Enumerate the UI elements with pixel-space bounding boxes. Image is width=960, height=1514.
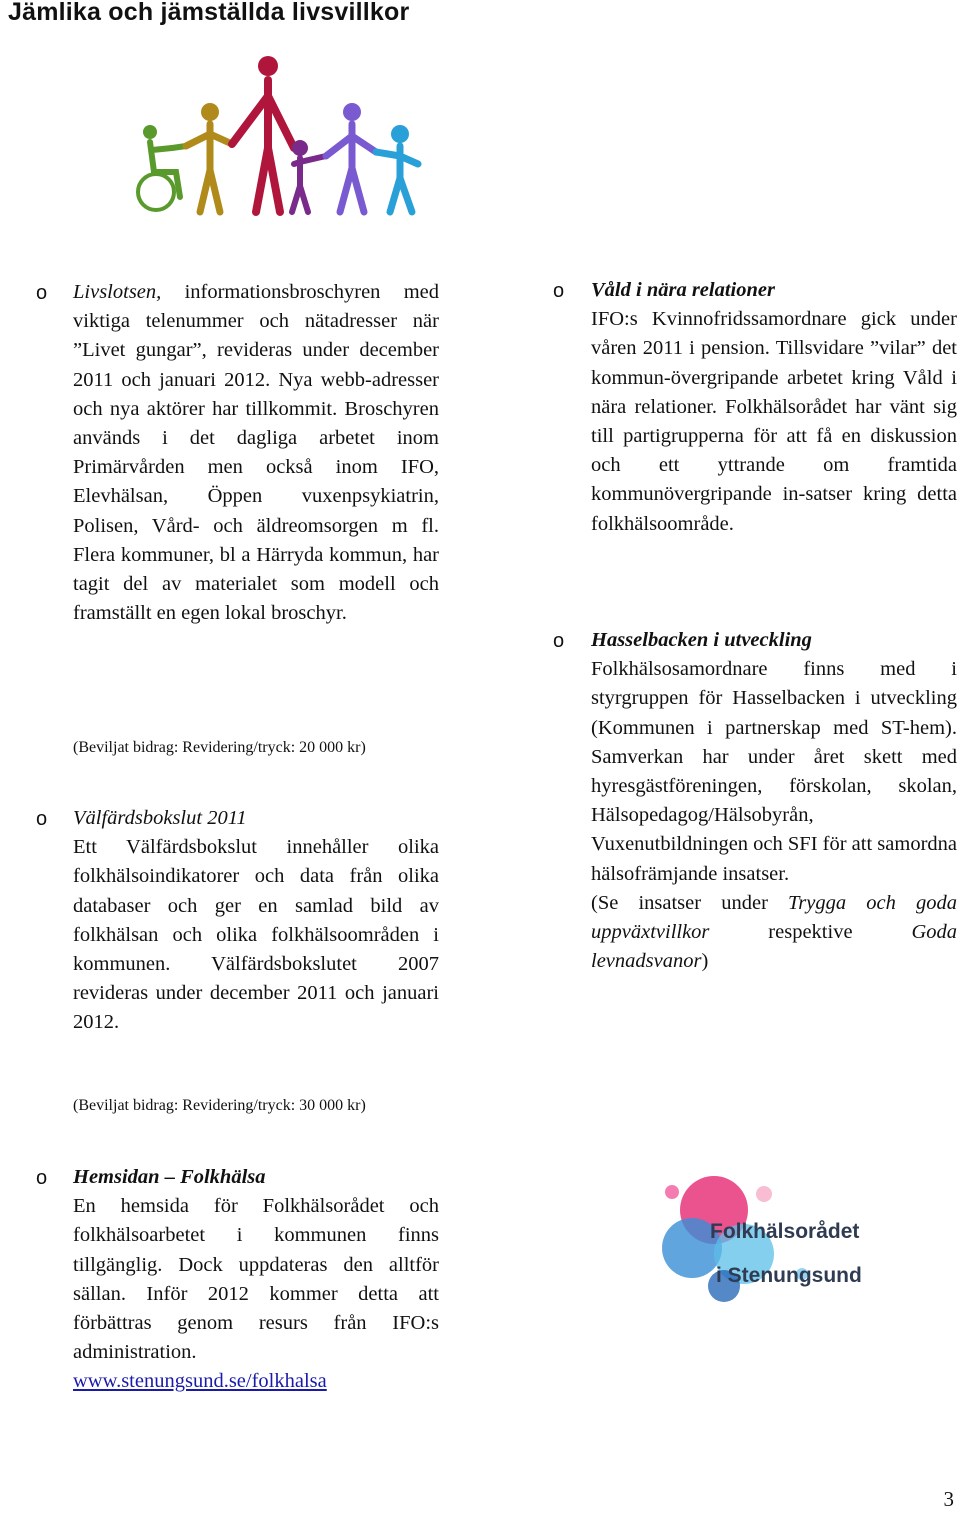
livslotsen-item — [73, 278, 439, 628]
hemsidan-heading: Hemsidan – Folkhälsa — [73, 1166, 266, 1188]
valfardsbokslut-text: Ett Välfärdsbokslut innehåller olika folkhälsoindikatorer och data från olika databaser och ger en samlad bild av folkhälsan och olika folkhälsoområden i kommunen. Välfärdsbokslutet 2007 revideras under december 2011 och januari 2012. — [73, 836, 439, 1034]
vald-text: IFO:s Kvinnofridssamordnare gick under våren 2011 i pension. Tillsvidare ”vilar” det kommun-övergripande arbetet kring Våld i nära relationer. Folkhälsorådet har vänt sig till partigrupperna för att få en diskussion och ett yttrande om framtida kommunövergripande in-satser kring detta folkhälsoområde. — [591, 308, 957, 535]
wheelchair-figure-icon — [138, 125, 186, 210]
bullet-icon: o — [36, 808, 48, 830]
bullet-icon: o — [36, 282, 48, 304]
hasselbacken-reference — [591, 889, 957, 977]
hasselbacken-heading: Hasselbacken i utveckling — [591, 629, 812, 651]
hemsidan-item — [73, 1163, 439, 1397]
reference-goda-levnadsvanor: Goda levnadsvanor — [591, 921, 957, 973]
hemsidan-text: En hemsida för Folkhälsorådet och folkhälsoarbetet i kommunen finns tillgänglig. Dock uppdateras den alltför sällan. Inför 2012 kommer detta att förbättras genom resurs från IFO:s administration. — [73, 1195, 439, 1364]
bullet-icon: o — [553, 630, 565, 652]
family-figures-illustration — [128, 52, 428, 222]
valfardsbokslut-item — [73, 804, 439, 1038]
page-number: 3 — [943, 1487, 954, 1511]
vald-heading: Våld i nära relationer — [591, 279, 775, 301]
hasselbacken-text: Folkhälsosamordnare finns med i styrgruppen för Hasselbacken i utveckling (Kommunen i partnerskap med ST-hem). Samverkan har under året skett med hyresgästföreningen, förskolan, skolan, Hälsopedagog/Hälsobyrån, Vuxenutbildningen och SFI för att samordna hälsofrämjande insatser. — [591, 658, 957, 885]
figure-blue-icon — [376, 125, 418, 212]
folkhalsoradet-logo — [652, 1168, 888, 1304]
vald-item — [591, 276, 957, 539]
livslotsen-grant: (Beviljat bidrag: Revidering/tryck: 20 000 kr) — [73, 739, 366, 756]
page-title: Jämlika och jämställda livsvillkor — [8, 0, 410, 26]
valfardsbokslut-grant: (Beviljat bidrag: Revidering/tryck: 30 000 kr) — [73, 1097, 366, 1114]
figure-mustard-icon — [186, 103, 232, 212]
reference-respektive: respektive — [709, 921, 912, 944]
reference-trygga-och-goda: Trygga och goda uppväxtvillkor — [591, 891, 957, 944]
reference-open: (Se insatser under — [591, 891, 789, 914]
bullet-icon: o — [36, 1167, 48, 1189]
folkhalsa-website-link[interactable]: www.stenungsund.se/folkhalsa — [73, 1370, 327, 1393]
figure-crimson-icon — [232, 56, 294, 212]
livslotsen-text: informationsbroschyren med viktiga telenummer och nätadresser när ”Livet gungar”, revideras under december 2011 och januari 2012. Nya webb-adresser och nya aktörer har tillkommit. Broschyren används i det dagliga arbetet inom Primärvården men också inom IFO, Elevhälsan, Öppen vuxenpsykiatrin, Polisen, Vård- och äldreomsorgen m fl. Flera kommuner, bl a Härryda kommun, har tagit del av materialet som modell och framställt en egen lokal broschyr. — [73, 281, 439, 625]
hasselbacken-item — [591, 626, 957, 976]
reference-close: ) — [701, 950, 709, 973]
bullet-icon: o — [553, 280, 565, 302]
valfardsbokslut-heading: Välfärdsbokslut 2011 — [73, 807, 247, 829]
figure-violet-icon — [326, 103, 376, 212]
livslotsen-heading: Livslotsen, — [73, 281, 162, 303]
logo-line2: i Stenungsund — [716, 1264, 862, 1287]
logo-line1: Folkhälsorådet — [710, 1220, 860, 1243]
figure-purple-icon — [292, 140, 326, 212]
